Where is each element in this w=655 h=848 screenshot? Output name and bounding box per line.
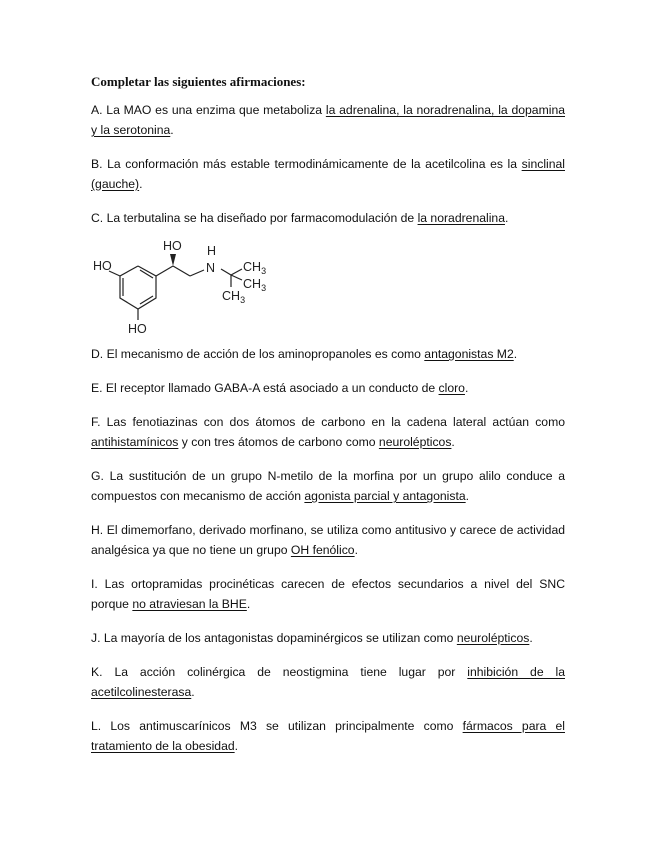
statement-text: G. La sustitución de un grupo N-metilo de la morfina por un grupo alilo conduce a compuestos con mecanismo de acción — [91, 469, 565, 503]
statement-end: . — [191, 685, 195, 699]
answer-underlined: agonista parcial y antagonista — [304, 489, 466, 503]
statement-b — [91, 154, 565, 194]
statement-text: I. Las ortopramidas procinéticas carecen de efectos secundarios a nivel del SNC porque — [91, 577, 565, 611]
ho-left-label: HO — [93, 259, 112, 273]
statement-text: K. La acción colinérgica de neostigmina tiene lugar por — [91, 665, 468, 679]
statement-end: . — [513, 347, 518, 361]
statement-end: . — [246, 597, 251, 611]
document-page — [91, 72, 565, 770]
h-label: H — [207, 244, 217, 258]
statement-end: . — [465, 489, 470, 503]
terbutaline-structure — [95, 238, 295, 338]
statement-text: J. La mayoría de los antagonistas dopaminérgicos se utilizan como — [91, 631, 457, 645]
answer-underlined: la noradrenalina — [417, 211, 505, 225]
ho-bottom-label: HO — [128, 322, 147, 336]
statement-k — [91, 662, 565, 702]
statement-text: H. El dimemorfano, derivado morfinano, se utiliza como antitusivo y carece de actividad analgésica ya que no tiene un grupo — [91, 523, 565, 557]
statement-text: B. La conformación más estable termodinámicamente de la acetilcolina es la — [91, 157, 522, 171]
answer-underlined: la adrenalina, la noradrenalina, la dopamina y la serotonina — [91, 103, 566, 137]
answer-underlined: antihistamínicos — [91, 435, 179, 449]
statement-text: E. El receptor llamado GABA-A está asociado a un conducto de — [91, 381, 439, 395]
answer-underlined: sinclinal (gauche) — [91, 157, 565, 191]
statement-end: . — [451, 435, 455, 449]
ch3-label-a: $CH_3$ — [243, 260, 267, 276]
statement-h — [91, 520, 565, 560]
statement-end: . — [504, 211, 509, 225]
ch3-label-b: $CH_3$ — [243, 277, 267, 293]
answer-underlined: neurolépticos — [456, 631, 530, 645]
statement-text: A. La MAO es una enzima que metaboliza — [91, 103, 326, 117]
statement-end: . — [234, 739, 239, 753]
statement-end: . — [354, 543, 358, 557]
statement-end: . — [464, 381, 469, 395]
statement-j — [91, 628, 565, 648]
statement-text-mid: y con tres átomos de carbono como — [178, 435, 379, 449]
statement-e — [91, 378, 565, 398]
ch3-label-c: $CH_3$ — [222, 289, 246, 305]
n-label: N — [206, 261, 216, 275]
statement-text: F. Las fenotiazinas con dos átomos de carbono en la cadena lateral actúan como — [91, 415, 565, 429]
answer-underlined: inhibición de la acetilcolinesterasa — [91, 665, 565, 699]
answer-underlined-2: neurolépticos — [378, 435, 452, 449]
page-title: Completar las siguientes afirmaciones: — [91, 74, 306, 89]
statement-f — [91, 412, 565, 452]
statement-end: . — [529, 631, 533, 645]
statement-text: L. Los antimuscarínicos M3 se utilizan principalmente como — [91, 719, 463, 733]
statement-c — [91, 208, 565, 228]
statement-text: C. La terbutalina se ha diseñado por farmacomodulación de — [91, 211, 418, 225]
statement-l — [91, 716, 565, 756]
statement-end: . — [139, 177, 143, 191]
answer-underlined: fármacos para el tratamiento de la obesidad — [91, 719, 565, 753]
ho-top-label: HO — [163, 239, 182, 253]
statement-text: D. El mecanismo de acción de los aminopropanoles es como — [91, 347, 425, 361]
answer-underlined: OH fenólico — [290, 543, 355, 557]
statement-i — [91, 574, 565, 614]
answer-underlined: cloro — [438, 381, 465, 395]
statement-g — [91, 466, 565, 506]
statement-d — [91, 344, 565, 364]
answer-underlined: antagonistas M2 — [424, 347, 514, 361]
statement-end: . — [170, 123, 174, 137]
statement-a — [91, 100, 565, 140]
answer-underlined: no atraviesan la BHE — [132, 597, 247, 611]
